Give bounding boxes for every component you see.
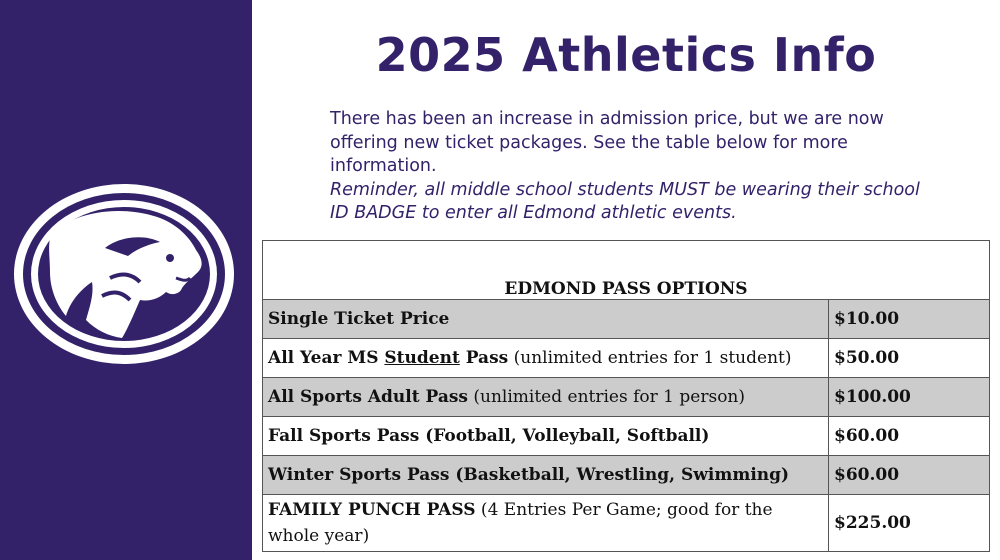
pass-detail: (4 Entries Per Game; good for the whole year) (268, 500, 773, 546)
pass-name-prefix: All Year MS (268, 348, 385, 368)
table-row (263, 378, 990, 417)
pass-name-cell (263, 378, 829, 417)
intro-paragraph: There has been an increase in admission price, but we are now offering new ticket packages. See the table below for more information. (330, 109, 884, 176)
pass-name: FAMILY PUNCH PASS (268, 500, 476, 520)
sidebar-panel (0, 0, 252, 560)
pass-name-cell (263, 495, 829, 552)
pass-name-suffix: Pass (459, 348, 509, 368)
panther-head-logo-icon (10, 178, 238, 370)
pass-name-underlined: Student (384, 348, 460, 368)
page-title: 2025 Athletics Info (375, 28, 877, 82)
pass-price: $225.00 (829, 495, 990, 552)
pass-options-table (262, 240, 990, 552)
pass-price: $50.00 (829, 339, 990, 378)
table-row (263, 456, 990, 495)
table-row (263, 417, 990, 456)
pass-name: Fall Sports Pass (Football, Volleyball, Softball) (263, 417, 829, 456)
pass-name: Single Ticket Price (263, 300, 829, 339)
pass-name: All Sports Adult Pass (268, 387, 468, 407)
reminder-text: Reminder, all middle school students MUST be wearing their school ID BADGE to enter all Edmond athletic events. (330, 179, 920, 223)
pass-price: $10.00 (829, 300, 990, 339)
table-row (263, 495, 990, 552)
table-row (263, 339, 990, 378)
pass-price: $60.00 (829, 456, 990, 495)
pass-price: $60.00 (829, 417, 990, 456)
pass-detail: (unlimited entries for 1 person) (467, 387, 746, 407)
pass-name: Winter Sports Pass (Basketball, Wrestling, Swimming) (263, 456, 829, 495)
intro-text-block (330, 108, 930, 226)
pass-price: $100.00 (829, 378, 990, 417)
table-title: EDMOND PASS OPTIONS (263, 241, 990, 300)
pass-name-cell (263, 339, 829, 378)
table-row (263, 300, 990, 339)
pass-detail: (unlimited entries for 1 student) (508, 348, 792, 368)
